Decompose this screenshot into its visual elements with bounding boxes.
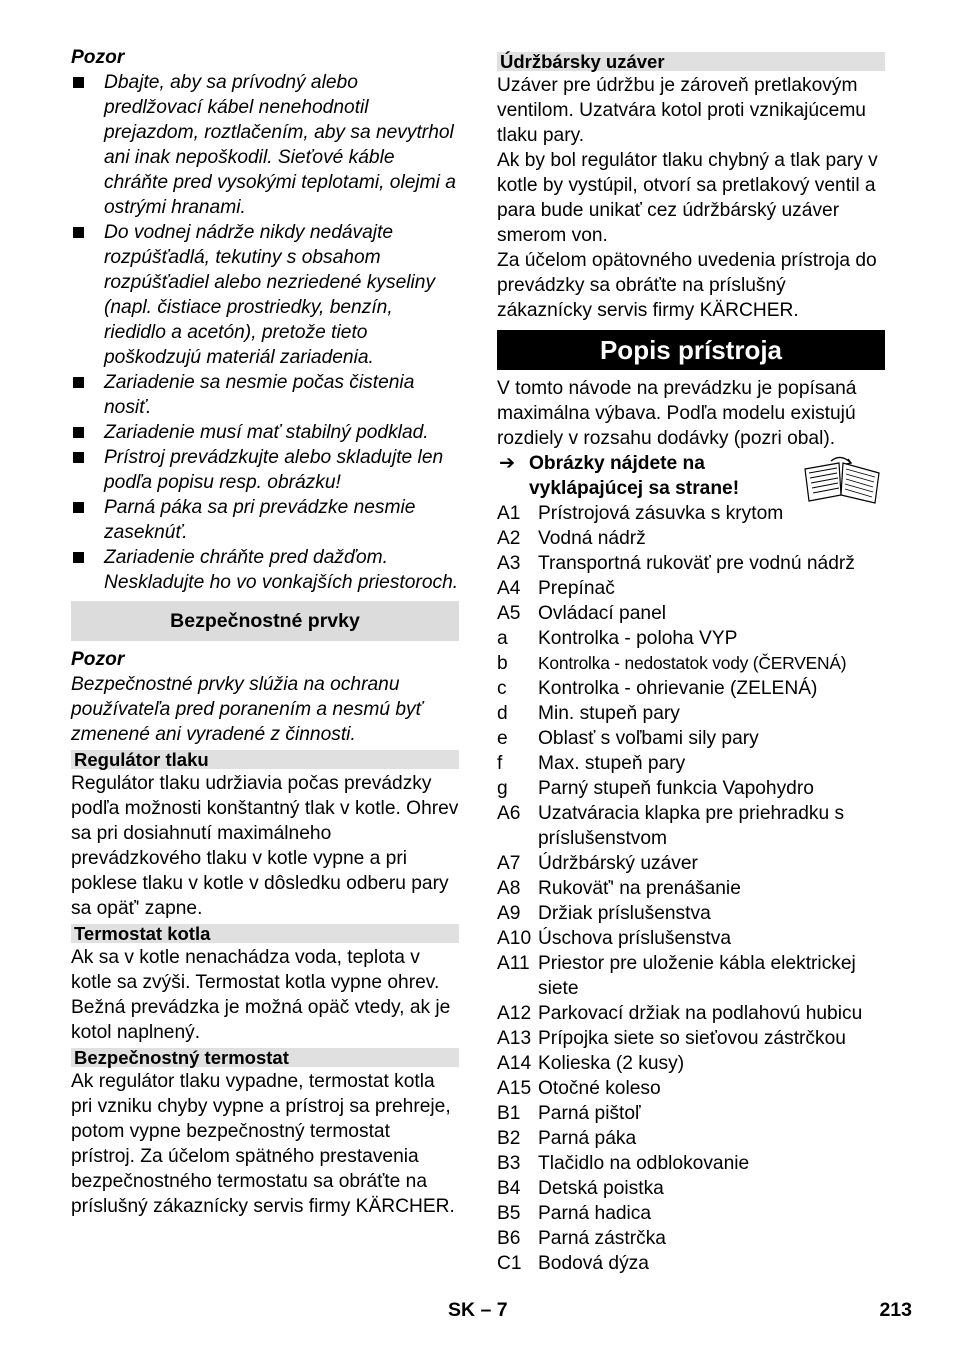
description-intro: V tomto návode na prevádzku je popísaná maximálna výbava. Podľa modelu existujú rozdiely v rozsahu dodávky (pozri obal). xyxy=(497,378,857,449)
footer-section-label: SK – 7 xyxy=(448,1299,508,1321)
pressure-regulator-title: Regulátor tlaku xyxy=(71,750,459,769)
figure-reference-text: Obrázky nájdete na vyklápajúcej sa strane! xyxy=(529,453,740,499)
square-bullet-icon xyxy=(73,377,84,388)
square-bullet-icon xyxy=(73,427,84,438)
maintenance-cap-title: Údržbársky uzáver xyxy=(497,52,885,71)
square-bullet-icon xyxy=(73,552,84,563)
list-item: A4 Prepínač xyxy=(497,578,615,599)
page-number: 213 xyxy=(879,1299,912,1321)
square-bullet-icon xyxy=(73,77,84,88)
safety-caution-text: Bezpečnostné prvky slúžia na ochranu používateľa pred poranením a nesmú byť zmenené ani vyradené z činnosti. xyxy=(71,674,423,745)
caution-heading: Pozor xyxy=(71,47,125,68)
boiler-thermostat-title: Termostat kotla xyxy=(71,924,459,943)
list-item: A13 Prípojka siete so sieťovou zástrčkou xyxy=(497,1028,846,1049)
square-bullet-icon xyxy=(73,227,84,238)
list-item: A1 Prístrojová zásuvka s krytom xyxy=(497,503,784,524)
list-item: A10 Úschova príslušenstva xyxy=(497,928,732,949)
list-item: B1 Parná pištoľ xyxy=(497,1103,641,1124)
list-item: B6 Parná zástrčka xyxy=(497,1228,666,1249)
list-item: A3 Transportná rukoväť pre vodnú nádrž xyxy=(497,553,855,574)
figure-reference xyxy=(497,451,885,501)
maintenance-cap-paragraph: Za účelom opätovného uvedenia prístroja do prevádzky sa obráťte na príslušný zákaznícky servis firmy KÄRCHER. xyxy=(497,250,877,321)
list-item: B3 Tlačidlo na odblokovanie xyxy=(497,1153,750,1174)
list-item: Dbajte, aby sa prívodný alebo predlžovací kábel nenehodnotil prejazdom, roztlačením, aby sa nevytrhol ani inak nepoškodil. Sieťové káble chráňte pred vysokými teplotami, olejmi a ostrými hranami. xyxy=(71,70,459,220)
pressure-regulator-text: Regulátor tlaku udržiavia počas prevádzky podľa možnosti konštantný tlak v kotle. Ohrev sa pri dosiahnutí maximálneho prevádzkového tlaku v kotle vypne a pri poklese tlaku v kotle v dôsledku odberu pary sa opäť' zapne. xyxy=(71,773,459,919)
arrow-right-icon: ➔ xyxy=(499,453,516,474)
list-item: A11 Priestor pre uloženie kábla elektrickej siete xyxy=(497,953,856,999)
square-bullet-icon xyxy=(73,452,84,463)
list-item: Zariadenie chráňte pred dažďom. Neskladujte ho vo vonkajších priestoroch. xyxy=(71,545,459,595)
safety-thermostat-title: Bezpečnostný termostat xyxy=(71,1048,459,1067)
list-item: a Kontrolka - poloha VYP xyxy=(497,628,738,649)
left-column xyxy=(71,45,459,1219)
list-item: A14 Kolieska (2 kusy) xyxy=(497,1053,685,1074)
safety-caution-heading: Pozor xyxy=(71,649,125,670)
list-item: B2 Parná páka xyxy=(497,1128,637,1149)
maintenance-cap-paragraph: Ak by bol regulátor tlaku chybný a tlak pary v kotle by vystúpil, otvorí sa pretlakový ventil a para bude unikať cez údržbárský uzáver smerom von. xyxy=(497,150,878,246)
list-item: d Min. stupeň pary xyxy=(497,703,680,724)
list-item: Parná páka sa pri prevádzke nesmie zaseknúť. xyxy=(71,495,459,545)
caution-list xyxy=(71,70,459,595)
list-item: f Max. stupeň pary xyxy=(497,753,686,774)
open-book-icon xyxy=(801,455,883,505)
list-item: g Parný stupeň funkcia Vapohydro xyxy=(497,778,814,799)
list-item: b Kontrolka - nedostatok vody (ČERVENÁ) xyxy=(497,653,847,674)
maintenance-cap-paragraph: Uzáver pre údržbu je zároveň pretlakovým ventilom. Uzatvára kotol proti vznikajúcemu tlaku pary. xyxy=(497,75,866,146)
list-item: B4 Detská poistka xyxy=(497,1178,664,1199)
list-item: A6 Uzatváracia klapka pre priehradku s príslušenstvom xyxy=(497,803,845,849)
list-item: A5 Ovládací panel xyxy=(497,603,666,624)
right-column xyxy=(497,45,885,1276)
safety-thermostat-text: Ak regulátor tlaku vypadne, termostat kotla pri vzniku chyby vypne a prístroj sa prehreje, potom vypne bezpečnostný termostat prístroj. Za účelom spätného prestavenia bezpečnostného termostatu sa obráťte na príslušný zákaznícky servis firmy KÄRCHER. xyxy=(71,1071,455,1217)
boiler-thermostat-text: Ak sa v kotle nenachádza voda, teplota v kotle sa zvýši. Termostat kotla vypne ohrev. Bežná prevádzka je možná opäč vtedy, ak je kotol naplnený. xyxy=(71,947,451,1043)
parts-list xyxy=(497,501,885,1276)
list-item: A12 Parkovací držiak na podlahovú hubicu xyxy=(497,1003,863,1024)
list-item: Prístroj prevádzkujte alebo skladujte len podľa popisu resp. obrázku! xyxy=(71,445,459,495)
square-bullet-icon xyxy=(73,502,84,513)
list-item: Zariadenie musí mať stabilný podklad. xyxy=(71,420,459,445)
safety-section-title: Bezpečnostné prvky xyxy=(71,601,459,641)
list-item: A7 Údržbárský uzáver xyxy=(497,853,698,874)
list-item: Do vodnej nádrže nikdy nedávajte rozpúšťadlá, tekutiny s obsahom rozpúšťadiel alebo nezriedené kyseliny (napl. čistiace prostriedky, benzín, riedidlo a acetón), pretože tieto poškodzujú materiál zariadenia. xyxy=(71,220,459,370)
list-item: B5 Parná hadica xyxy=(497,1203,652,1224)
list-item: e Oblasť s voľbami sily pary xyxy=(497,728,759,749)
list-item: Zariadenie sa nesmie počas čistenia nosiť. xyxy=(71,370,459,420)
description-title: Popis prístroja xyxy=(497,330,885,370)
list-item: A8 Rukoväť' na prenášanie xyxy=(497,878,741,899)
list-item: C1 Bodová dýza xyxy=(497,1253,649,1274)
list-item: A2 Vodná nádrž xyxy=(497,528,646,549)
list-item: A15 Otočné koleso xyxy=(497,1078,661,1099)
list-item: A9 Držiak príslušenstva xyxy=(497,903,711,924)
list-item: c Kontrolka - ohrievanie (ZELENÁ) xyxy=(497,678,818,699)
